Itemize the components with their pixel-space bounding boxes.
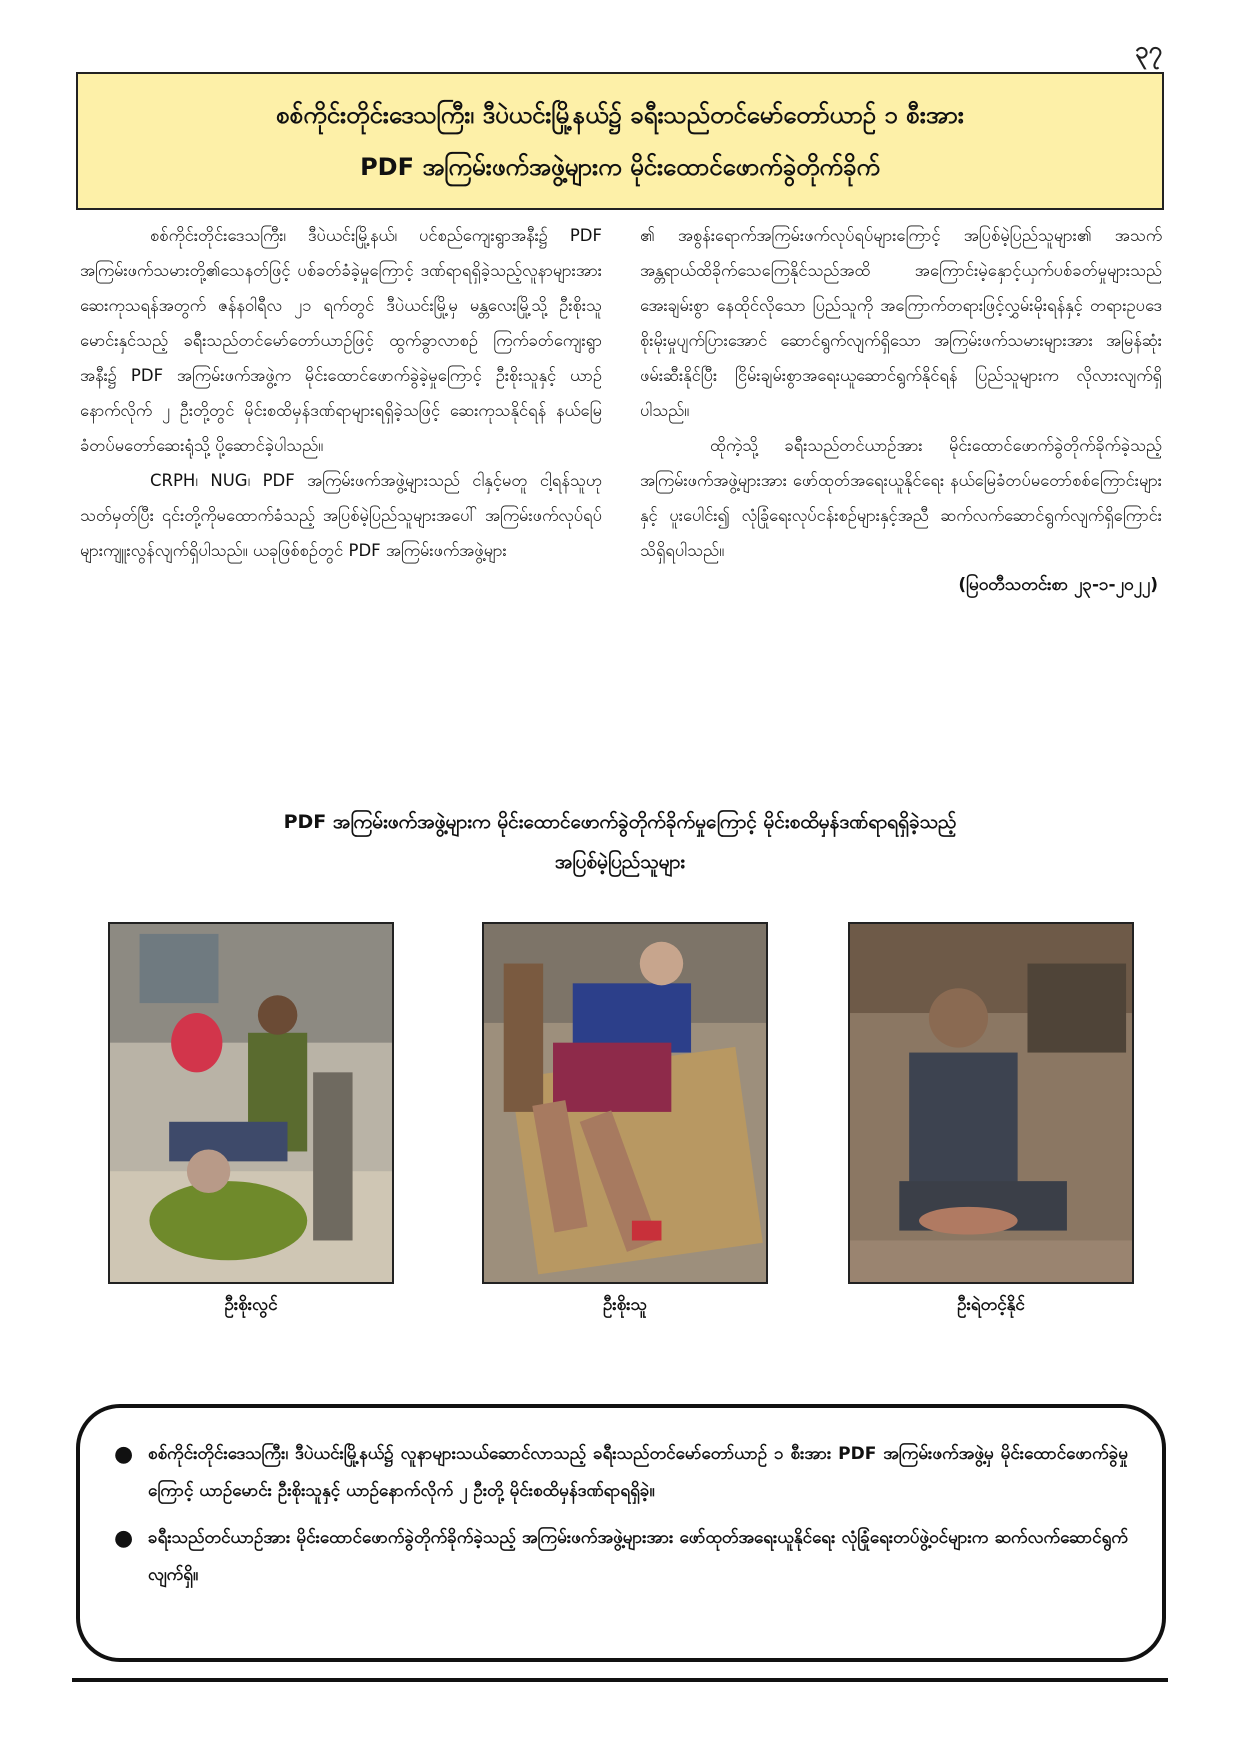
headline-line-2: PDF အကြမ်းဖက်အဖွဲ့များက မိုင်းထောင်ဖောက်ခွဲတိုက်ခိုက် — [360, 153, 880, 181]
headline-box — [76, 72, 1164, 210]
article-paragraph: စစ်ကိုင်းတိုင်းဒေသကြီး၊ ဒီပဲယင်းမြို့နယ်၊ ပင်စည်ကျေးရွာအနီး၌ PDF အကြမ်းဖက်သမားတို့၏သေနတ်ဖြင့် ပစ်ခတ်ခံခဲ့မှုကြောင့် ဒဏ်ရာရရှိခဲ့သည့်လူနာများအား ဆေးကုသရန်အတွက် ဇန်နဝါရီလ ၂၁ ရက်တွင် ဒီပဲယင်းမြို့မှ မန္တလေးမြို့သို့ ဦးစိုးသူ မောင်းနှင်သည့် ခရီးသည်တင်မော်တော်ယာဉ်ဖြင့် ထွက်ခွာလာစဉ် ကြက်ခတ်ကျေးရွာအနီး၌ PDF အကြမ်းဖက်အဖွဲ့က မိုင်းထောင်ဖောက်ခွဲခဲ့မှုကြောင့် ဦးစိုးသူနှင့် ယာဉ်နောက်လိုက် ၂ ဦးတို့တွင် မိုင်းစထိမှန်ဒဏ်ရာများရရှိခဲ့သဖြင့် ဆေးကုသနိုင်ရန် နယ်မြေခံတပ်မတော်ဆေးရုံသို့ ပို့ဆောင်ခဲ့ပါသည်။ — [80, 226, 602, 455]
summary-bullet-text: စစ်ကိုင်းတိုင်းဒေသကြီး၊ ဒီပဲယင်းမြို့နယ်၌ လူနာများသယ်ဆောင်လာသည့် ခရီးသည်တင်မော်တော်ယာဉ် ၁ စီးအား PDF အကြမ်းဖက်အဖွဲ့မှ မိုင်းထောင်ဖောက်ခွဲမှုကြောင့် ယာဉ်မောင်း ဦးစိုးသူနှင့် ယာဉ်နောက်လိုက် ၂ ဦးတို့ မိုင်းစထိမှန်ဒဏ်ရာရရှိခဲ့။ — [148, 1444, 1128, 1501]
article-right-column — [640, 218, 1162, 766]
summary-bullet-item — [114, 1520, 1128, 1594]
article-body — [80, 218, 1162, 766]
photo-label-1: ဦးစိုးလွင် — [224, 1295, 278, 1315]
article-paragraph: ထိုကဲ့သို့ ခရီးသည်တင်ယာဉ်အား မိုင်းထောင်ဖောက်ခွဲတိုက်ခိုက်ခဲ့သည့် အကြမ်းဖက်အဖွဲ့များအား ဖော်ထုတ်အရေးယူနိုင်ရေး နယ်မြေခံတပ်မတော်စစ်ကြောင်းများနှင့် ပူးပေါင်း၍ လုံခြုံရေးလုပ်ငန်းစဉ်များနှင့်အညီ ဆက်လက်ဆောင်ရွက်လျက်ရှိကြောင်း သိရှိရပါသည်။ — [640, 436, 1162, 560]
article-paragraph: ၏ အစွန်းရောက်အကြမ်းဖက်လုပ်ရပ်များကြောင့် အပြစ်မဲ့ပြည်သူများ၏ အသက်အန္တရာယ်ထိခိုက်သေကြေနိုင်သည်အထိ အကြောင်းမဲ့နှောင့်ယှက်ပစ်ခတ်မှုများသည် အေးချမ်းစွာ နေထိုင်လိုသော ပြည်သူကို အကြောက်တရားဖြင့်လွှမ်းမိုးရန်နှင့် တရားဥပဒေစိုးမိုးမှုပျက်ပြားအောင် ဆောင်ရွက်လျက်ရှိသော အကြမ်းဖက်သမားများအား အမြန်ဆုံးဖမ်းဆီးနိုင်ပြီး ငြိမ်းချမ်းစွာအရေးယူဆောင်ရွက်နိုင်ရန် ပြည်သူများက လိုလားလျက်ရှိပါသည်။ — [640, 226, 1162, 420]
summary-bullet-text: ခရီးသည်တင်ယာဉ်အား မိုင်းထောင်ဖောက်ခွဲတိုက်ခိုက်ခဲ့သည့် အကြမ်းဖက်အဖွဲ့များအား ဖော်ထုတ်အရေးယူနိုင်ရေး လုံခြုံရေးတပ်ဖွဲ့ဝင်များက ဆက်လက်ဆောင်ရွက်လျက်ရှိ။ — [148, 1528, 1128, 1585]
photo-caption-line-2: အပြစ်မဲ့ပြည်သူများ — [554, 851, 686, 873]
bullet-icon: ● — [114, 1526, 134, 1551]
photo-caption — [110, 802, 1130, 882]
photo-caption-line-1: PDF အကြမ်းဖက်အဖွဲ့များက မိုင်းထောင်ဖောက်ခွဲတိုက်ခိုက်မှုကြောင့် မိုင်းစထိမှန်ဒဏ်ရာရရှိခဲ့သည့် — [283, 811, 957, 833]
victim-photo-2 — [482, 922, 768, 1284]
victim-photo-3 — [848, 922, 1134, 1284]
photo-label-3: ဦးရဲတင့်နိုင် — [957, 1295, 1025, 1315]
summary-bullet-item — [114, 1436, 1128, 1510]
page-number: ၃၇ — [1135, 36, 1162, 64]
news-source: (မြဝတီသတင်းစာ ၂၃-၁-၂၀၂၂) — [958, 575, 1158, 595]
photo-label-2: ဦးစိုးသူ — [602, 1295, 648, 1315]
headline-line-1: စစ်ကိုင်းတိုင်းဒေသကြီး၊ ဒီပဲယင်းမြို့နယ်၌ ခရီးသည်တင်မော်တော်ယာဉ် ၁ စီးအား — [276, 101, 964, 129]
bullet-icon: ● — [114, 1442, 134, 1467]
victim-photo-1 — [108, 922, 394, 1284]
summary-box — [76, 1404, 1166, 1662]
bottom-rule — [72, 1678, 1168, 1682]
article-left-column — [80, 218, 602, 766]
article-paragraph: CRPH၊ NUG၊ PDF အကြမ်းဖက်အဖွဲ့များသည် ငါနှင့်မတူ ငါ့ရန်သူဟု သတ်မှတ်ပြီး ၎င်းတို့ကိုမထောက်ခံသည့် အပြစ်မဲ့ပြည်သူများအပေါ် အကြမ်းဖက်လုပ်ရပ်များကျူးလွန်လျက်ရှိပါသည်။ ယခုဖြစ်စဉ်တွင် PDF အကြမ်းဖက်အဖွဲ့များ — [80, 471, 602, 560]
